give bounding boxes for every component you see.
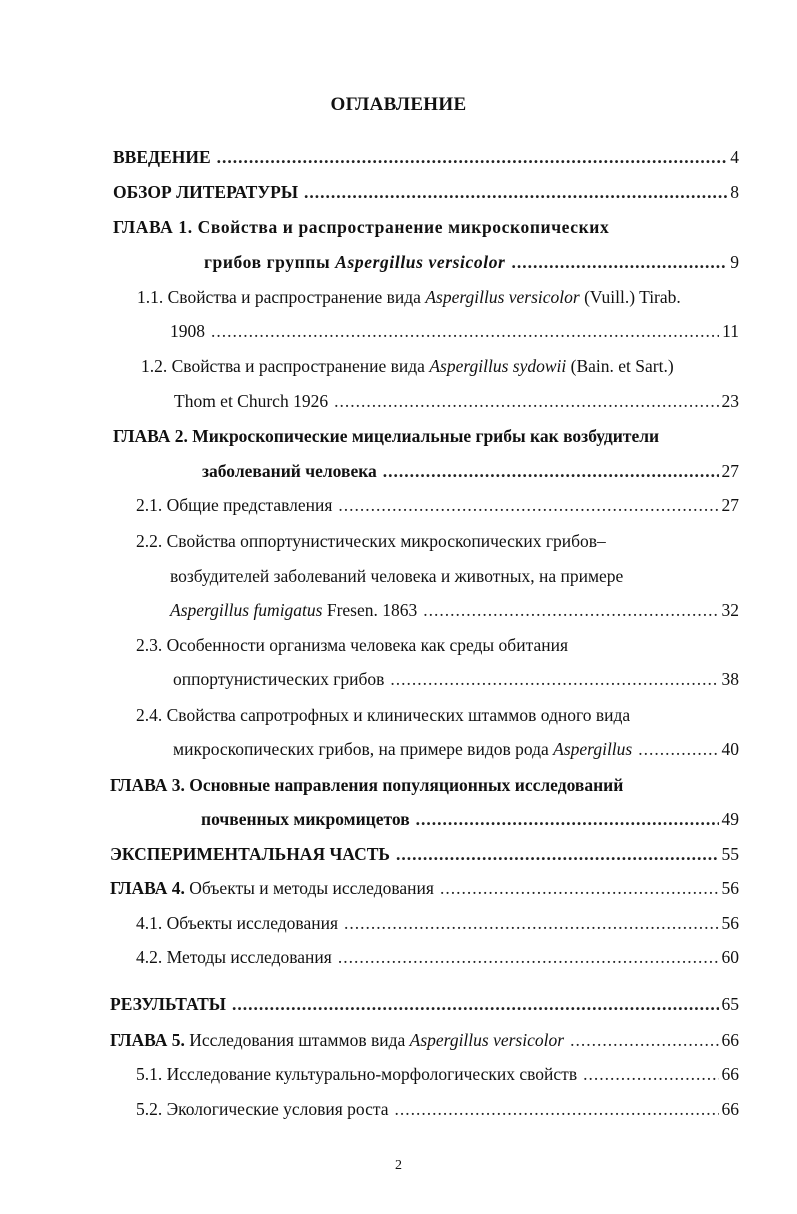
page-title: ОГЛАВЛЕНИЕ	[330, 94, 467, 115]
toc-entry-section-4-2[interactable]	[136, 946, 739, 968]
toc-page: 38	[721, 669, 739, 689]
toc-page: 9	[730, 252, 739, 272]
toc-page: 65	[721, 994, 739, 1014]
toc-leader	[304, 181, 727, 203]
toc-leader	[570, 1029, 718, 1051]
toc-page: 60	[721, 947, 739, 967]
toc-label: грибов группы Aspergillus versicolor	[204, 252, 506, 272]
toc-label: 2.1. Общие представления	[136, 495, 333, 515]
toc-entry-section-2-2[interactable]	[170, 599, 739, 621]
toc-leader	[334, 390, 718, 412]
toc-label: РЕЗУЛЬТАТЫ	[110, 994, 226, 1014]
toc-leader	[416, 808, 719, 830]
toc-label: 5.2. Экологические условия роста	[136, 1099, 389, 1119]
toc-page: 55	[721, 844, 739, 864]
page-number: 2	[395, 1158, 402, 1173]
toc-label: оппортунистических грибов	[173, 669, 385, 689]
toc-entry-chapter2[interactable]	[202, 460, 739, 482]
toc-label: ЭКСПЕРИМЕНТАЛЬНАЯ ЧАСТЬ	[110, 844, 390, 864]
toc-page: 32	[721, 600, 739, 620]
toc-page: 8	[730, 182, 739, 202]
toc-label: Aspergillus fumigatus Fresen. 1863	[170, 600, 418, 620]
toc-label: ВВЕДЕНИЕ	[113, 147, 211, 167]
toc-page: 4	[730, 147, 739, 167]
toc-entry-section-5-1[interactable]	[136, 1063, 739, 1085]
toc-entry-section-5-2[interactable]	[136, 1098, 739, 1120]
toc-entry-section-1-2[interactable]	[174, 390, 739, 412]
toc-page: 49	[721, 809, 739, 829]
toc-leader	[583, 1063, 718, 1085]
toc-entry-section-1-1[interactable]	[170, 320, 739, 342]
toc-entry-section-4-1[interactable]	[136, 912, 739, 934]
toc-page: 66	[721, 1064, 739, 1084]
toc-leader	[511, 251, 727, 273]
toc-section-2-4-line1[interactable]: 2.4. Свойства сапротрофных и клинических штаммов одного вида	[136, 705, 631, 725]
toc-label: 4.1. Объекты исследования	[136, 913, 339, 933]
toc-leader	[390, 668, 718, 690]
toc-page: 56	[721, 878, 739, 898]
toc-label: ГЛАВА 5. Исследования штаммов вида Aspergillus versicolor	[110, 1030, 565, 1050]
toc-section-1-2-line1[interactable]: 1.2. Свойства и распространение вида Aspergillus sydowii (Bain. et Sart.)	[141, 356, 674, 376]
toc-page: 27	[721, 495, 739, 515]
toc-entry-chapter5[interactable]	[110, 1029, 739, 1051]
toc-leader	[395, 1098, 719, 1120]
toc-leader	[211, 320, 719, 342]
toc-entry-results[interactable]	[110, 993, 739, 1015]
toc-label: 1908	[170, 321, 205, 341]
toc-page: 56	[721, 913, 739, 933]
toc-entry-review[interactable]	[113, 181, 739, 203]
toc-entry-intro[interactable]	[113, 146, 739, 168]
toc-label: заболеваний человека	[202, 461, 377, 481]
toc-leader	[396, 843, 719, 865]
toc-label: 5.1. Исследование культурально-морфологических свойств	[136, 1064, 578, 1084]
toc-page: 23	[721, 391, 739, 411]
toc-page: 66	[721, 1099, 739, 1119]
toc-chapter2-line1[interactable]: ГЛАВА 2. Микроскопические мицелиальные грибы как возбудители	[113, 426, 660, 446]
toc-label: Thom et Church 1926	[174, 391, 329, 411]
toc-page: 27	[721, 461, 739, 481]
toc-entry-section-2-4[interactable]	[173, 738, 739, 760]
toc-page: 40	[721, 739, 739, 759]
toc-entry-chapter3[interactable]	[201, 808, 739, 830]
toc-section-1-1-line1[interactable]: 1.1. Свойства и распространение вида Aspergillus versicolor (Vuill.) Tirab.	[137, 287, 681, 307]
toc-section-2-2-line1[interactable]: 2.2. Свойства оппортунистических микроскопических грибов–	[136, 531, 606, 551]
toc-page: 66	[721, 1030, 739, 1050]
toc-page: 11	[722, 321, 739, 341]
toc-leader	[423, 599, 718, 621]
toc-leader	[338, 946, 719, 968]
toc-chapter1-line1[interactable]: ГЛАВА 1. Свойства и распространение микроскопических	[113, 217, 610, 237]
toc-chapter3-line1[interactable]: ГЛАВА 3. Основные направления популяционных исследований	[110, 775, 624, 795]
toc-leader	[217, 146, 728, 168]
toc-leader	[440, 877, 719, 899]
toc-entry-chapter1[interactable]	[204, 251, 739, 273]
toc-entry-section-2-3[interactable]	[173, 668, 739, 690]
toc-leader	[638, 738, 718, 760]
toc-leader	[383, 460, 719, 482]
toc-label: почвенных микромицетов	[201, 809, 410, 829]
toc-leader	[344, 912, 718, 934]
toc-leader	[338, 494, 718, 516]
toc-section-2-2-line2[interactable]: возбудителей заболеваний человека и животных, на примере	[170, 566, 624, 586]
toc-section-2-3-line1[interactable]: 2.3. Особенности организма человека как среды обитания	[136, 635, 568, 655]
toc-entry-section-2-1[interactable]	[136, 494, 739, 516]
toc-label: ГЛАВА 4. Объекты и методы исследования	[110, 878, 434, 898]
toc-label: микроскопических грибов, на примере видов рода Aspergillus	[173, 739, 633, 759]
toc-entry-chapter4[interactable]	[110, 877, 739, 899]
toc-label: 4.2. Методы исследования	[136, 947, 332, 967]
toc-leader	[232, 993, 719, 1015]
toc-label: ОБЗОР ЛИТЕРАТУРЫ	[113, 182, 299, 202]
toc-entry-experimental[interactable]	[110, 843, 739, 865]
